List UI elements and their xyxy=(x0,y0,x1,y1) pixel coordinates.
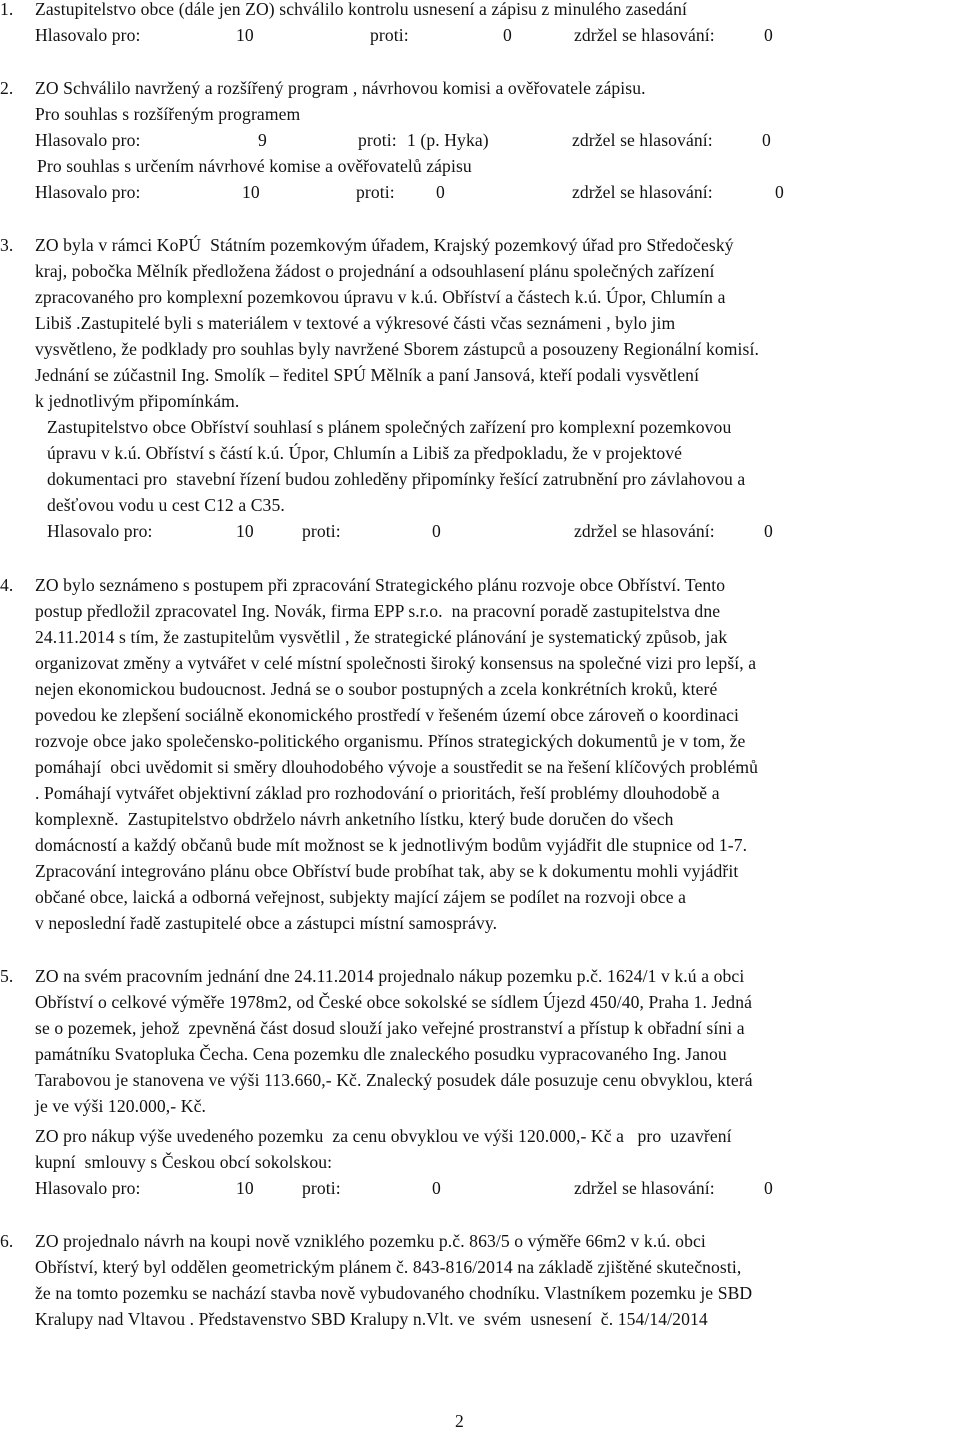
item-number: 6. xyxy=(0,1231,14,1251)
page-number: 2 xyxy=(455,1411,464,1431)
vote-subject: Pro souhlas s určením návrhové komise a ověřovatelů zápisu xyxy=(37,156,472,176)
paragraph-line: postup předložil zpracovatel Ing. Novák, firma EPP s.r.o. na pracovní poradě zastupitelstva dne xyxy=(35,601,721,621)
vote-pro-value: 10 xyxy=(236,25,254,45)
paragraph-line: povedou ke zlepšení sociálně ekonomického prostředí v řešeném území obce zároveň o koordinaci xyxy=(35,705,740,725)
item-number: 5. xyxy=(0,966,14,986)
vote-pro-value: 9 xyxy=(258,130,267,150)
vote-pro-label: Hlasovalo pro: xyxy=(35,182,141,202)
vote-abstain-label: zdržel se hlasování: xyxy=(572,182,713,202)
vote-pro-label: Hlasovalo pro: xyxy=(35,130,141,150)
vote-pro-label: Hlasovalo pro: xyxy=(35,1178,141,1198)
paragraph-line: Zpracování integrováno plánu obce Obříství bude probíhat tak, aby se k dokumentu mohli vyjádřit xyxy=(35,861,739,881)
paragraph-line: Zastupitelstvo obce Obříství souhlasí s plánem společných zařízení pro komplexní pozemkovou xyxy=(47,417,732,437)
paragraph-line: dokumentaci pro stavební řízení budou zohleděny připomínky řešící zatrubnění pro závlahovou a xyxy=(47,469,746,489)
paragraph-line: dešťovou vodu u cest C12 a C35. xyxy=(47,495,285,515)
paragraph-line: k jednotlivým připomínkám. xyxy=(35,391,240,411)
paragraph-line: ZO bylo seznámeno s postupem při zpracování Strategického plánu rozvoje obce Obříství. Tento xyxy=(35,575,726,595)
vote-proti-label: proti: xyxy=(370,25,409,45)
paragraph-line: úpravu v k.ú. Obříství s částí k.ú. Úpor, Chlumín a Libiš za předpokladu, že v projektové xyxy=(47,443,683,463)
vote-abstain-value: 0 xyxy=(764,25,773,45)
vote-abstain-value: 0 xyxy=(762,130,771,150)
vote-subject: Pro souhlas s rozšířeným programem xyxy=(35,104,301,124)
paragraph-line: Tarabovou je stanovena ve výši 113.660,- Kč. Znalecký posudek dále posuzuje cenu obvyklou, která xyxy=(35,1070,753,1090)
vote-abstain-value: 0 xyxy=(764,521,773,541)
item-number: 3. xyxy=(0,235,14,255)
vote-abstain-label: zdržel se hlasování: xyxy=(572,130,713,150)
paragraph-line: památníku Svatopluka Čecha. Cena pozemku dle znaleckého posudku vypracovaného Ing. Janou xyxy=(35,1044,727,1064)
item-number: 2. xyxy=(0,78,14,98)
paragraph-line: zpracovaného pro komplexní pozemkovou úpravu v k.ú. Obříství a částech k.ú. Úpor, Chlumín a xyxy=(35,287,726,307)
vote-pro-value: 10 xyxy=(242,182,260,202)
paragraph-line: je ve výši 120.000,- Kč. xyxy=(35,1096,206,1116)
item-number: 1. xyxy=(0,0,14,19)
vote-abstain-label: zdržel se hlasování: xyxy=(574,521,715,541)
vote-proti-label: proti: xyxy=(302,521,341,541)
vote-abstain-value: 0 xyxy=(775,182,784,202)
paragraph-line: Obříství o celkové výměře 1978m2, od České obce sokolské se sídlem Újezd 450/40, Praha 1. Jedná xyxy=(35,992,753,1012)
paragraph-line: . Pomáhají vytvářet objektivní základ pro rozhodování o prioritách, řeší problémy dlouhodobě a xyxy=(35,783,720,803)
item-title: Zastupitelstvo obce (dále jen ZO) schválilo kontrolu usnesení a zápisu z minulého zasedání xyxy=(35,0,687,19)
paragraph-line: kupní smlouvy s Českou obcí sokolskou: xyxy=(35,1152,333,1172)
vote-abstain-label: zdržel se hlasování: xyxy=(574,25,715,45)
paragraph-line: se o pozemek, jehož zpevněná část dosud slouží jako veřejné prostranství a přístup k obřadní síni a xyxy=(35,1018,745,1038)
paragraph-line: vysvětleno, že podklady pro souhlas byly navržené Sborem zástupců a posouzeny Regionální komisí. xyxy=(35,339,759,359)
paragraph-line: organizovat změny a vytvářet v celé místní společnosti široký konsensus na společné vizi pro lepší, a xyxy=(35,653,757,673)
vote-proti-value: 0 xyxy=(432,521,441,541)
paragraph-line: ZO projednalo návrh na koupi nově vzniklého pozemku p.č. 863/5 o výměře 66m2 v k.ú. obci xyxy=(35,1231,706,1251)
paragraph-line: v neposlední řadě zastupitelé obce a zástupci místní samosprávy. xyxy=(35,913,498,933)
vote-pro-value: 10 xyxy=(236,1178,254,1198)
vote-proti-value: 1 (p. Hyka) xyxy=(407,130,489,150)
paragraph-line: pomáhají obci uvědomit si směry dlouhodobého vývoje a soustředit se na řešení klíčových problémů xyxy=(35,757,759,777)
paragraph-line: ZO na svém pracovním jednání dne 24.11.2014 projednalo nákup pozemku p.č. 1624/1 v k.ú a obci xyxy=(35,966,745,986)
paragraph-line: nejen ekonomickou budoucnost. Jedná se o soubor postupných a zcela konkrétních kroků, které xyxy=(35,679,718,699)
paragraph-line: Jednání se zúčastnil Ing. Smolík – ředitel SPÚ Mělník a paní Jansová, kteří podali vysvětlení xyxy=(35,365,700,385)
vote-abstain-label: zdržel se hlasování: xyxy=(574,1178,715,1198)
vote-pro-value: 10 xyxy=(236,521,254,541)
vote-proti-label: proti: xyxy=(302,1178,341,1198)
vote-proti-value: 0 xyxy=(436,182,445,202)
paragraph-line: kraj, pobočka Mělník předložena žádost o projednání a odsouhlasení plánu společných zařízení xyxy=(35,261,715,281)
vote-abstain-value: 0 xyxy=(764,1178,773,1198)
paragraph-line: rozvoje obce jako společensko-politického organismu. Přínos strategických dokumentů je v tom, že xyxy=(35,731,746,751)
vote-proti-label: proti: xyxy=(358,130,397,150)
item-number: 4. xyxy=(0,575,14,595)
paragraph-line: Libiš .Zastupitelé byli s materiálem v textové a výkresové části včas seznámeni , bylo jim xyxy=(35,313,676,333)
vote-proti-value: 0 xyxy=(503,25,512,45)
paragraph-line: že na tomto pozemku se nachází stavba nově vybudovaného chodníku. Vlastníkem pozemku je SBD xyxy=(35,1283,753,1303)
paragraph-line: komplexně. Zastupitelstvo obdrželo návrh anketního lístku, který bude doručen do všech xyxy=(35,809,674,829)
vote-proti-value: 0 xyxy=(432,1178,441,1198)
item-title: ZO Schválilo navržený a rozšířený program , návrhovou komisi a ověřovatele zápisu. xyxy=(35,78,646,98)
paragraph-line: 24.11.2014 s tím, že zastupitelům vysvětlil , že strategické plánování je systematický způsob, jak xyxy=(35,627,728,647)
paragraph-line: Obříství, který byl oddělen geometrickým plánem č. 843-816/2014 na základě zjištěné skutečnosti, xyxy=(35,1257,742,1277)
paragraph-line: Kralupy nad Vltavou . Představenstvo SBD Kralupy n.Vlt. ve svém usnesení č. 154/14/2014 xyxy=(35,1309,708,1329)
paragraph-line: občané obce, laická a odborná veřejnost, subjekty mající zájem se podílet na rozvoji obce a xyxy=(35,887,687,907)
vote-pro-label: Hlasovalo pro: xyxy=(47,521,153,541)
paragraph-line: ZO byla v rámci KoPÚ Státním pozemkovým úřadem, Krajský pozemkový úřad pro Středočeský xyxy=(35,235,734,255)
vote-proti-label: proti: xyxy=(356,182,395,202)
vote-pro-label: Hlasovalo pro: xyxy=(35,25,141,45)
paragraph-line: domácností a každý občanů bude mít možnost se k jednotlivým bodům vyjádřit dle stupnice od 1-7. xyxy=(35,835,748,855)
paragraph-line: ZO pro nákup výše uvedeného pozemku za cenu obvyklou ve výši 120.000,- Kč a pro uzavření xyxy=(35,1126,732,1146)
